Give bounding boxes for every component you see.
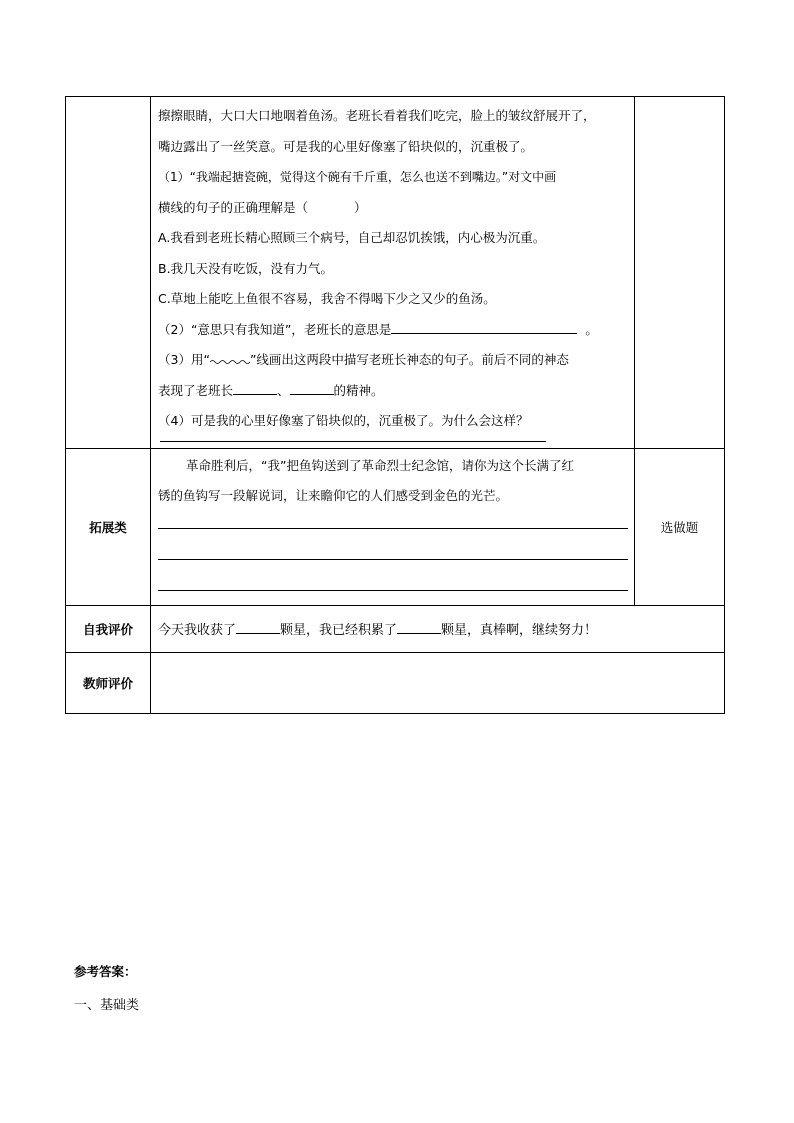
reading-row: [66, 97, 725, 449]
teacher-eval-row: [66, 652, 725, 713]
passage-line-2: 嘴边露出了一丝笑意。可是我的心里好像塞了铅块似的，沉重极了。: [158, 138, 534, 154]
stars-total-blank[interactable]: [397, 619, 441, 634]
question-4-answer-line[interactable]: [160, 441, 546, 442]
question-3-blank-1[interactable]: [233, 380, 277, 395]
wavy-underline-icon: [210, 358, 250, 366]
extension-prompt-line-1: 革命胜利后，“我”把鱼钩送到了革命烈士纪念馆，请你为这个长满了红: [186, 457, 574, 473]
reading-note-cell: [635, 97, 725, 449]
reading-content-cell: [151, 97, 635, 449]
extension-category: 拓展类: [66, 448, 151, 605]
reading-category-cell: [66, 97, 151, 449]
option-c: C.草地上能吃上鱼很不容易，我舍不得喝下少之又少的鱼汤。: [158, 291, 496, 306]
extension-row: [66, 448, 725, 605]
teacher-eval-content-cell[interactable]: [151, 652, 725, 713]
question-4: （4）可是我的心里好像塞了铅块似的，沉重极了。为什么会这样？: [158, 413, 529, 428]
option-b: B.我几天没有吃饭，没有力气。: [158, 260, 334, 276]
extension-answer-line-3[interactable]: [158, 590, 628, 591]
passage-line-1: 擦擦眼睛，大口大口地咽着鱼汤。老班长看着我们吃完，脸上的皱纹舒展开了，: [158, 108, 596, 123]
self-eval-content-cell: 今天我收获了 颗星，我已经积累了 颗星，真棒啊，继续努力！: [151, 605, 725, 652]
question-2: （2）“意思只有我知道”，老班长的意思是 。: [158, 315, 628, 346]
question-1-line-2: 横线的句子的正确理解是（ ）: [158, 199, 367, 215]
question-3-blank-2[interactable]: [290, 380, 334, 395]
extension-answer-line-1[interactable]: [158, 528, 628, 529]
stars-today-blank[interactable]: [236, 619, 280, 634]
teacher-eval-category: 教师评价: [66, 652, 151, 713]
question-3-line-2: 表现了老班长 、 的精神。: [158, 376, 628, 407]
answer-title: 参考答案：: [74, 964, 137, 979]
self-eval-category: 自我评价: [66, 605, 151, 652]
section-one-heading: 一、基础类: [74, 998, 140, 1013]
extension-content-cell: [151, 448, 635, 605]
question-1-line-1: （1）“我端起搪瓷碗，觉得这个碗有千斤重，怎么也送不到嘴边。”对文中画: [158, 170, 557, 184]
extension-prompt-line-2: 锈的鱼钩写一段解说词，让来瞻仰它的人们感受到金色的光芒。: [158, 488, 509, 503]
extension-note: 选做题: [635, 448, 725, 605]
question-3-line-1: （3）用“ ”线画出这两段中描写老班长神态的句子。前后不同的神态: [158, 352, 569, 367]
extension-answer-line-2[interactable]: [158, 559, 628, 560]
option-a: A.我看到老班长精心照顾三个病号，自己却忍饥挨饿，内心极为沉重。: [158, 230, 546, 245]
self-eval-row: [66, 605, 725, 652]
worksheet-table: [65, 96, 725, 714]
question-2-answer-blank[interactable]: [391, 319, 577, 334]
